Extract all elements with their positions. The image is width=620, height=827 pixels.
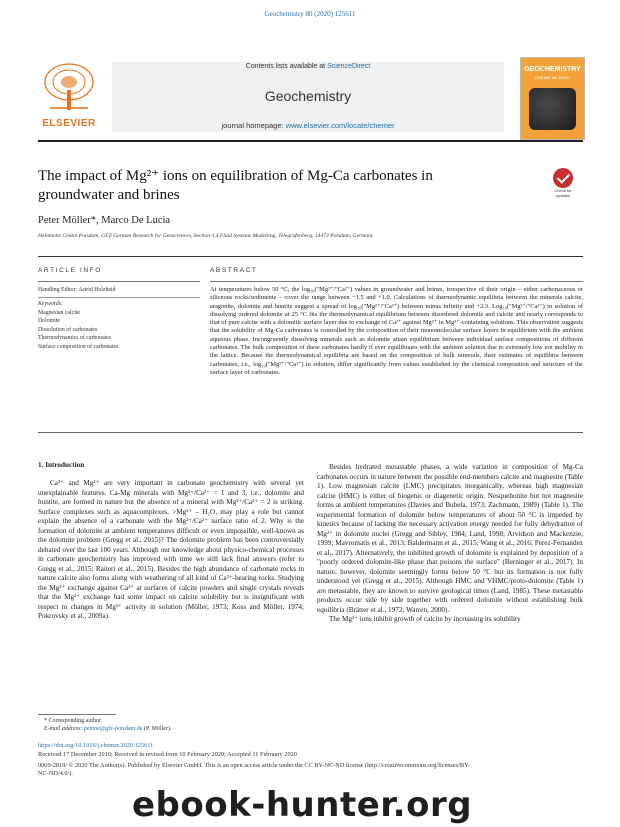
- journal-reference[interactable]: Geochemistry 80 (2020) 125611: [264, 10, 356, 18]
- elsevier-wordmark: ELSEVIER: [42, 118, 96, 129]
- keyword-item: Dolomite: [38, 318, 60, 325]
- journal-name: Geochemistry: [264, 88, 352, 104]
- abstract-end-rule: [38, 432, 583, 433]
- email-line: [44, 725, 171, 733]
- received-dates: Received 17 December 2019; Received in revised form 10 February 2020; Accepted 11 February 2020: [38, 751, 297, 758]
- check-for-updates-button[interactable]: [548, 168, 578, 200]
- check-for-updates-label: Check for updates: [554, 188, 572, 198]
- body-paragraph: The Mg²⁺ ions inhibit growth of calcite by increasing its solubility: [329, 615, 521, 623]
- corresponding-author-note: * Corresponding author.: [44, 718, 103, 724]
- handling-editor: Handling Editor: Astrid Holzheid: [38, 287, 116, 293]
- keyword-item: Magnesian calcite: [38, 310, 81, 316]
- keyword-item: Thermodynamics of carbonates: [38, 335, 112, 342]
- watermark: ebook-hunter.org: [132, 785, 473, 825]
- body-column-left: [38, 479, 304, 622]
- doi-link[interactable]: https://doi.org/10.1016/j.chemer.2020.125611: [38, 742, 154, 749]
- checkmark-icon: [553, 168, 573, 188]
- elsevier-logo: [30, 58, 108, 136]
- keyword-item: Dissolution of carbonates: [38, 326, 98, 333]
- body-paragraph: Besides hydrated metastable phases, a wide variation in composition of Mg-Ca carbonates occurs in nature between the possible end-members calcite and magnesite (Table 1). Low magnesian calcite (LMC) precipitates inorganically, whereas high magnesian calcite (HMC) is either of biogenic or diagenetic origin. Nesquehonite but not magnesite forms at ambient temperatures (Davies and Bubela, 1973; Zachmann, 1989) (Table 1). The experimental formation of dolomite below temperatures of about 50 °C is impeded by kinetics because of lacking the necessary activation energy needed for fully dehydration of Mg²⁺ in dolomite nuclei (Gregg and Sibley, 1984; Land, 1998; Arvidson and Mackenzie, 1999; Mavromatis et al., 2013; Baldermann et al., 2015; Wang et al., 2016; Perez-Fernandez et al., 2017). Alternatively, the inhibited growth of dolomite is explained by deposition of a "poorly ordered dolomite-like phase that poisons the surface" (Berninger et al., 2017). In nature, however, dolomite seemingly forms below 50 °C but its formation is not fully understood yet (Gregg et al., 2015). Although HMC and VHMC/proto-dolomite (Table 1) are metastable, they are known to survive geological times (Land, 1985). These metastable products occur side by side together with ordered dolomite without establishing bulk equilibria (Brätter et al., 1972; Warren, 2000).: [317, 463, 583, 614]
- cover-rock-image: [529, 88, 576, 130]
- editor-rule: [38, 297, 200, 298]
- header-rule: [38, 140, 583, 142]
- abstract-rule: [210, 281, 583, 282]
- contents-line: [112, 63, 504, 70]
- introduction-heading: 1. Introduction: [38, 461, 85, 469]
- body-column-right: [317, 463, 583, 625]
- section-rule: [38, 256, 583, 257]
- affiliation: Helmholtz Centre Potsdam, GFZ German Research for Geosciences, Section 3.4 Fluid Systems Modelling, Telegrafenberg, 14473 Potsdam, Germany: [38, 233, 374, 239]
- journal-cover[interactable]: [520, 57, 585, 140]
- email-suffix: (P. Möller).: [142, 726, 172, 732]
- footnote: [44, 717, 171, 733]
- keyword-item: Surface composition of carbonates: [38, 343, 119, 350]
- homepage-link[interactable]: www.elsevier.com/locate/chemer: [285, 121, 395, 130]
- footnote-rule: [38, 714, 116, 715]
- cover-title: GEOCHEMISTRY: [524, 66, 581, 73]
- sciencedirect-link[interactable]: ScienceDirect: [327, 63, 371, 70]
- journal-homepage: [112, 121, 504, 130]
- contents-prefix: Contents lists available at: [245, 63, 328, 70]
- article-info-heading: ARTICLE INFO: [38, 267, 102, 274]
- elsevier-tree-icon: [42, 62, 96, 112]
- copyright-notice: 0009-2819/ © 2020 The Author(s). Published by Elsevier GmbH. This is an open access article under the CC BY-NC-ND license (http://creativecommons.org/licenses/BY-NC-ND/4.0/).: [38, 762, 471, 778]
- keywords-heading: Keywords:: [38, 301, 63, 307]
- abstract-text: At temperatures below 50 °C, the log₁₀("Mg²⁺/"Ca²⁺) values in groundwater and brines, irrespective of their origin – either carbonaceous or siliceous rocks/sediments – cover the range between −1.5 and +1.0. Calculations of thermodynamic equilibria between the minerals calcite, aragonite, dolomite and huntite suggest a spread of log₁₀("Mg²⁺/"Ca²⁺) between minus infinity and +2.3. Log₁₀("Mg²⁺/"Ca²⁺) in solution of dissolving ordered dolomite at 25 °C fits the thermodynamical equilibrium between disordered dolomite and calcite and nearly corresponds to that of pure calcite with a dolomitic surface layer due to exchange of Ca²⁺ against Mg²⁺ in Mg²⁺-containing solutions. This observation suggests that the solubility of Mg-Ca carbonates is controlled by the composition of their monomolecular surface layers in equilibrium with the ambient aqueous phase. Incongruently dissolving minerals such as dolomite attain equilibrium between individual surface compositions of different carbonates. The bulk composition of these carbonates hardly if ever equilibrates with the ambient solution due to extremely low ion mobility in the lattice. Because the thermodynamical equilibria are based on the composition of bulk minerals, their estimates of equilibria between carbonates, i.e., log₁₀("Mg²⁺/"Ca²⁺) in solution, differ significantly from values established by the chemical composition and structure of the surface layer of carbonates.: [210, 286, 583, 376]
- homepage-prefix: journal homepage:: [221, 121, 286, 130]
- email-link[interactable]: pemoe@gfz-potsdam.de: [83, 726, 143, 732]
- body-paragraph: Ca²⁺ and Mg²⁺ are very important in carbonate geochemistry with several yet unexplainable features. Ca-Mg minerals with Mg²⁺/Ca²⁺ = 1 and 3, i.e., dolomite and huntite, are formed in nature but the absence of a mineral with Mg²⁺/Ca²⁺ = 2 is striking. Surface complexes such as aquacomplexes, >Mg²⁺ – H₂O, may play a role but cannot explain the absence of a carbonate with the Mg²⁺/Ca²⁺ surface ratio of 2. Why is the formation of dolomite at ambient temperatures difficult or even impossible, well-known as the dolomite problem (Gregg et al., 2015)? The dolomite problem has been controversially debated over the last 100 years. Although our knowledge about physico-chemical processes in carbonate geochemistry has improved with time we still lack final answers (refer to Gregg et al., 2015; Raiteri et al., 2015). Besides the high abundance of carbonate rocks in nature calcite also forms along with weathering of all kind of Ca²⁺-bearing rocks. Studying the Mg²⁺ exchange against Ca²⁺ at surfaces of calcite powders and single crystals reveals that the Mg²⁺ exchange had some impact on calcite solubility but is insignificant with respect to changes in Mg²⁺ activity in solution (Möller, 1973; Koss and Möller, 1974; Pokrovsky et al., 2009a).: [38, 479, 304, 620]
- email-label: E-mail address:: [44, 726, 84, 732]
- article-info-rule: [38, 281, 200, 282]
- authors: Peter Möller*, Marco De Lucia: [38, 215, 171, 226]
- keyword-list: [38, 309, 200, 351]
- cover-subtitle: CHEMIE der ERDE: [535, 75, 570, 80]
- article-title: The impact of Mg²⁺ ions on equilibration of Mg-Ca carbonates in groundwater and brines: [38, 168, 433, 203]
- abstract-heading: ABSTRACT: [210, 267, 258, 274]
